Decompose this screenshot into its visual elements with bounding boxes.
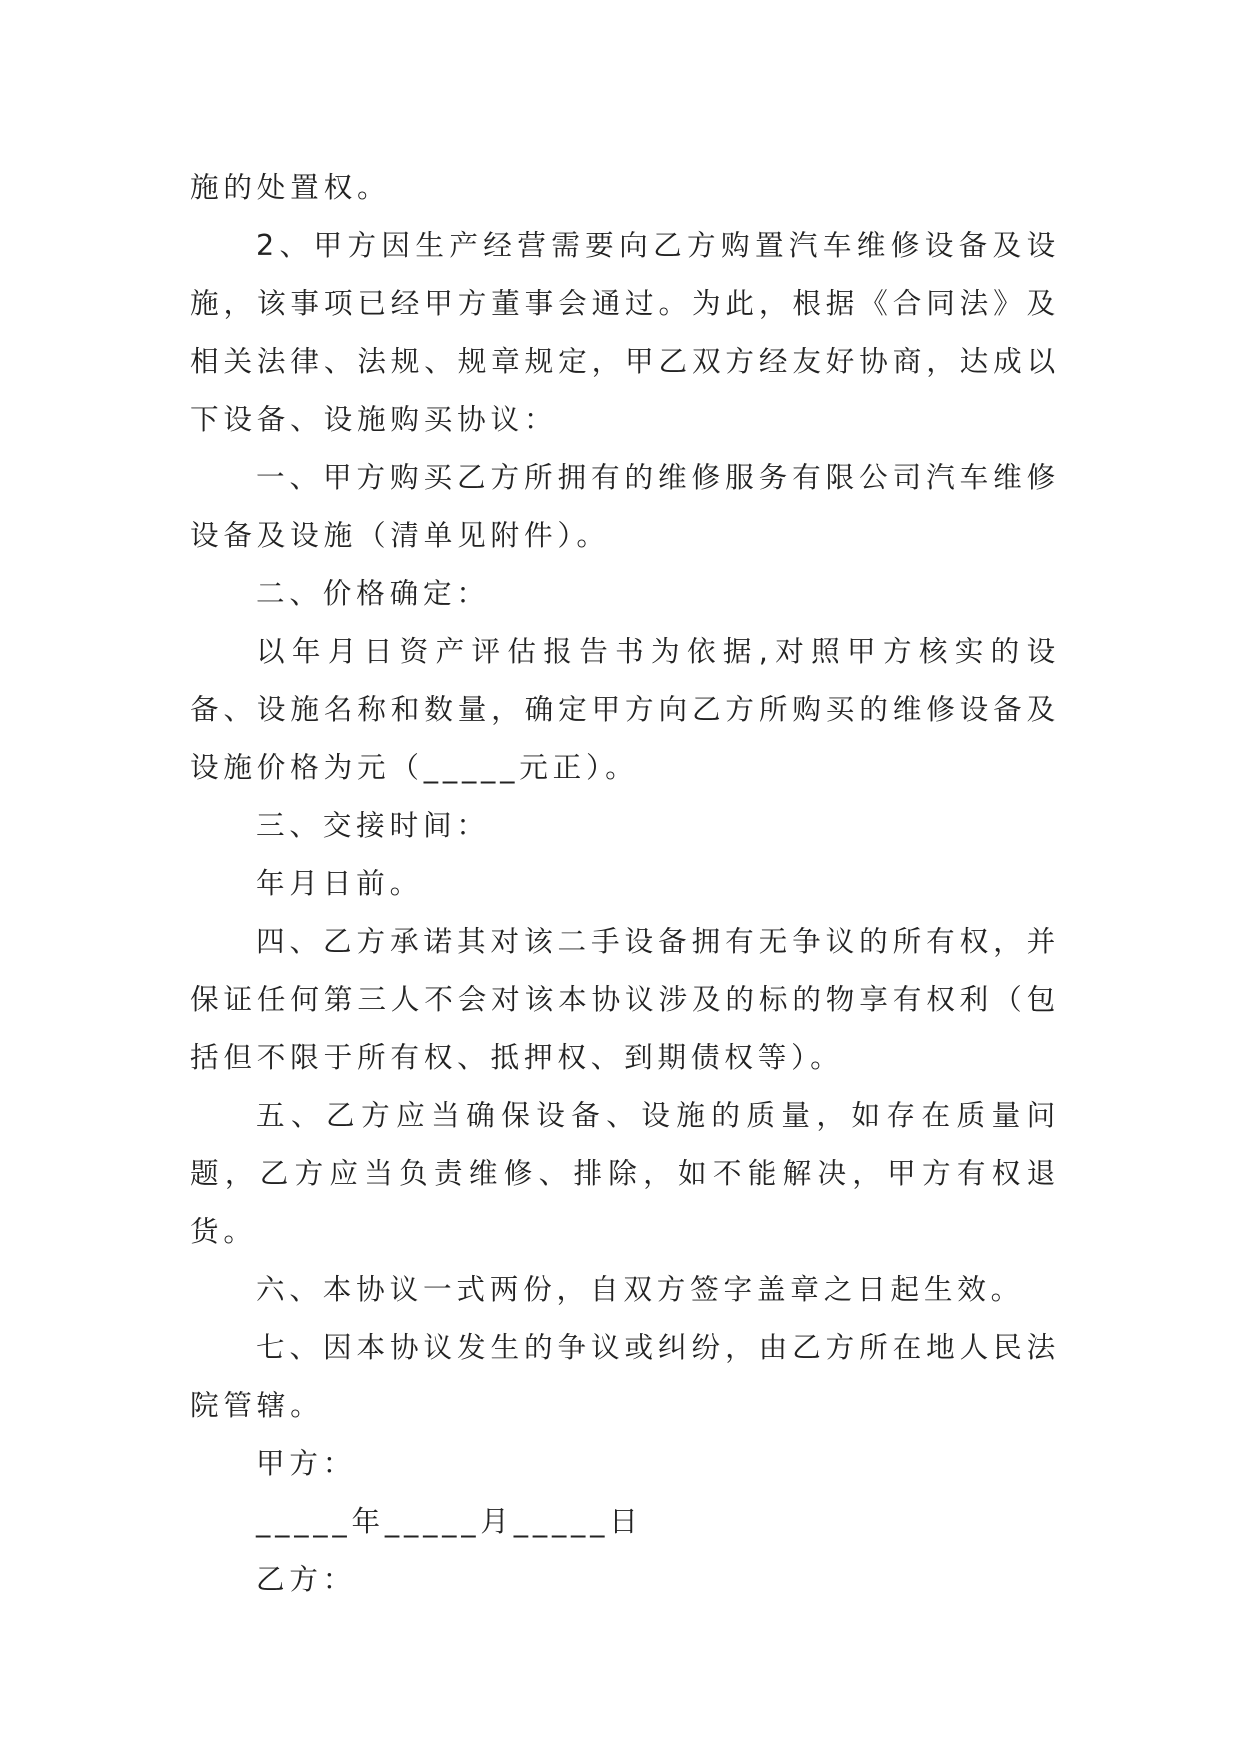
clause-five: 五、乙方应当确保设备、设施的质量，如存在质量问题，乙方应当负责维修、排除，如不能解决，甲方有权退货。 [190,1098,1060,1248]
party-a-signature: 甲方： [256,1446,357,1480]
party-b-signature: 乙方： [256,1562,357,1596]
clause-seven: 七、因本协议发生的争议或纠纷，由乙方所在地人民法院管辖。 [190,1330,1060,1422]
clause-one: 一、甲方购买乙方所拥有的维修服务有限公司汽车维修设备及设施（清单见附件）。 [190,460,1060,552]
signature-date: _____年_____月_____日 [256,1504,643,1538]
clause-three-heading: 三、交接时间： [256,808,490,842]
paragraph-background: 2、甲方因生产经营需要向乙方购置汽车维修设备及设施，该事项已经甲方董事会通过。为此，根据《合同法》及相关法律、法规、规章规定，甲乙双方经友好协商，达成以下设备、设施购买协议： [190,228,1060,436]
clause-four: 四、乙方承诺其对该二手设备拥有无争议的所有权，并保证任何第三人不会对该本协议涉及的标的物享有权利（包括但不限于所有权、抵押权、到期债权等）。 [190,924,1060,1074]
paragraph-continuation: 施的处置权。 [190,170,391,204]
clause-two-heading: 二、价格确定： [256,576,490,610]
clause-six: 六、本协议一式两份，自双方签字盖章之日起生效。 [256,1272,1025,1306]
clause-two-body: 以年月日资产评估报告书为依据,对照甲方核实的设备、设施名称和数量，确定甲方向乙方所购买的维修设备及设施价格为元（_____元正）。 [190,634,1060,784]
clause-three-body: 年月日前。 [256,866,423,900]
document-body [190,158,1060,1608]
